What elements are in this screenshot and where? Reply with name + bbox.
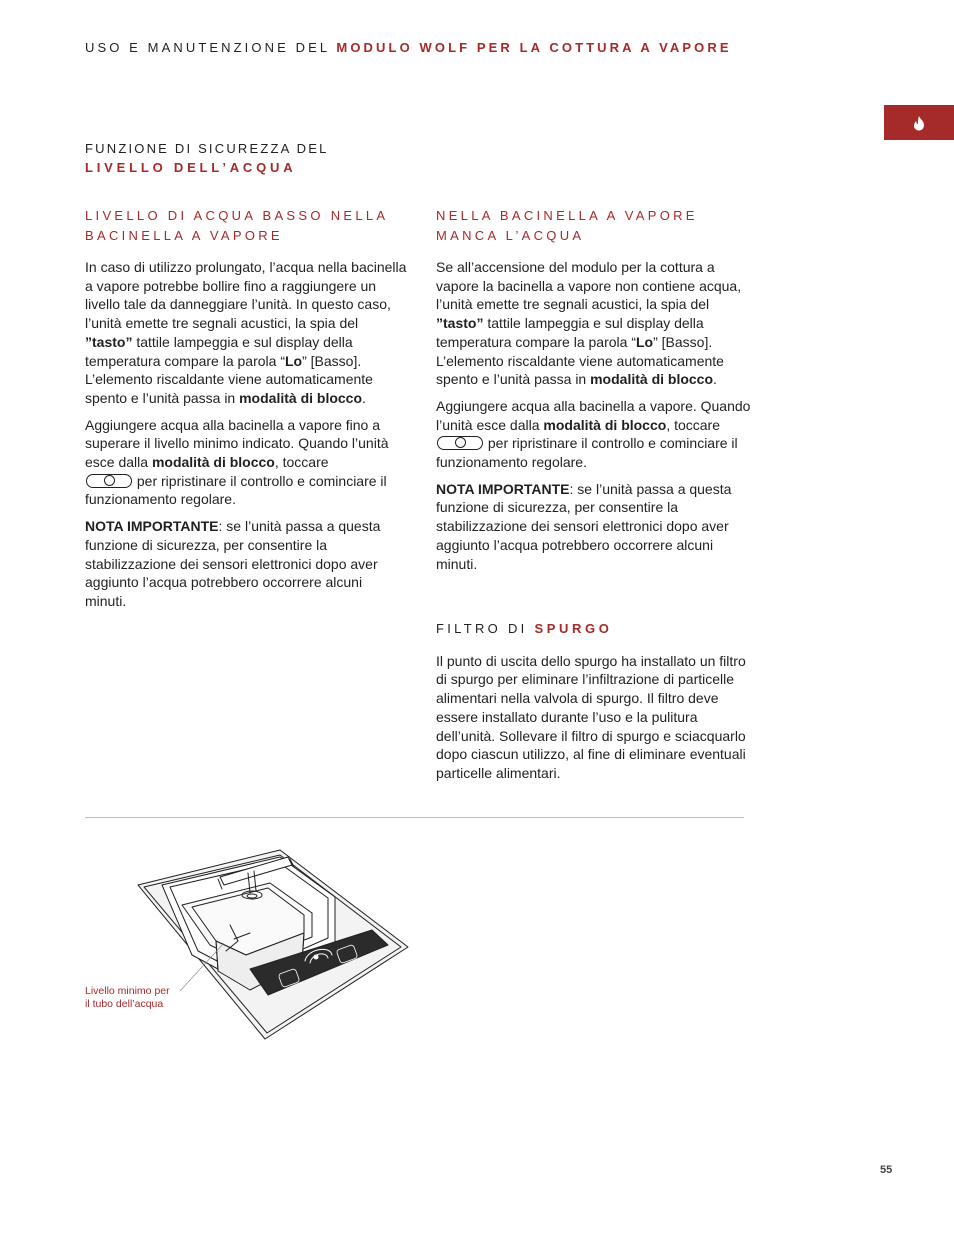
steamer-module-illustration <box>130 845 420 1045</box>
paragraph-no-water-1: Se all’accensione del modulo per la cottura a vapore la bacinella a vapore non contiene acqua, l’unità emette tre segnali acustici, la spia del ”tasto” tattile lampeggia e sul display della temperatura compare la parola “Lo” [Basso]. L’elemento riscaldante viene automaticamente spento e l’unità passa in modalità di blocco. <box>436 259 742 388</box>
running-header <box>85 40 732 55</box>
flame-icon <box>912 115 926 131</box>
header-prefix: USO E MANUTENZIONE DEL <box>85 40 337 55</box>
paragraph-low-water-note: NOTA IMPORTANTE: se l’unità passa a questa funzione di sicurezza, per consentire la stabilizzazione dei sensori elettronici dopo aver aggiunto l’acqua potrebbero occorrere alcuni minuti. <box>85 518 381 609</box>
section-tab <box>884 105 954 140</box>
steam-key-icon <box>86 474 132 488</box>
section-title-line2: LIVELLO DELL’ACQUA <box>85 160 297 175</box>
column-right <box>436 206 758 791</box>
paragraph-no-water-2: Aggiungere acqua alla bacinella a vapore. Quando l’unità esce dalla modalità di blocco, toccare per ripristinare il controllo e cominciare il funzionamento regolare. <box>436 397 751 471</box>
paragraph-low-water-1: In caso di utilizzo prolungato, l’acqua nella bacinella a vapore potrebbe bollire fino a raggiungere un livello tale da danneggiare l’unità. In questo caso, l’unità emette tre segnali acustici, la spia del ”tasto” tattile lampeggia e sul display della temperatura compare la parola “Lo” [Basso]. L’elemento riscaldante viene automaticamente spento e l’unità passa in modalità di blocco. <box>85 259 407 406</box>
heading-no-water: NELLA BACINELLA A VAPORE MANCA L’ACQUA <box>436 208 698 243</box>
section-title <box>85 139 329 177</box>
section-title-line1: FUNZIONE DI SICUREZZA DEL <box>85 141 329 156</box>
steam-key-icon <box>437 436 483 450</box>
paragraph-drain-filter: Il punto di uscita dello spurgo ha installato un filtro di spurgo per eliminare l’infiltrazione di particelle alimentari nella valvola di spurgo. Il filtro deve essere installato durante l’uso e la pulitura dell’unità. Sollevare il filtro di spurgo e sciacquarlo dopo ciascun utilizzo, al fine di eliminare eventuali particelle alimentari. <box>436 652 746 781</box>
heading-low-water: LIVELLO DI ACQUA BASSO NELLA BACINELLA A VAPORE <box>85 208 388 243</box>
horizontal-divider <box>85 817 744 818</box>
column-left <box>85 206 407 619</box>
figure-caption: Livello minimo per il tubo dell’acqua <box>85 985 170 1010</box>
page-number: 55 <box>880 1164 893 1176</box>
header-product-name: MODULO WOLF PER LA COTTURA A VAPORE <box>336 40 732 55</box>
paragraph-no-water-note: NOTA IMPORTANTE: se l’unità passa a questa funzione di sicurezza, per consentire la stabilizzazione dei sensori elettronici dopo aver aggiunto l’acqua potrebbero occorrere alcuni minuti. <box>436 480 732 572</box>
paragraph-low-water-2: Aggiungere acqua alla bacinella a vapore fino a superare il livello minimo indicato. Quando l’unità esce dalla modalità di blocco, toccare per ripristinare il controllo e cominciare il funzionamento regolare. <box>85 416 389 508</box>
heading-drain-filter: FILTRO DI SPURGO <box>436 621 613 637</box>
